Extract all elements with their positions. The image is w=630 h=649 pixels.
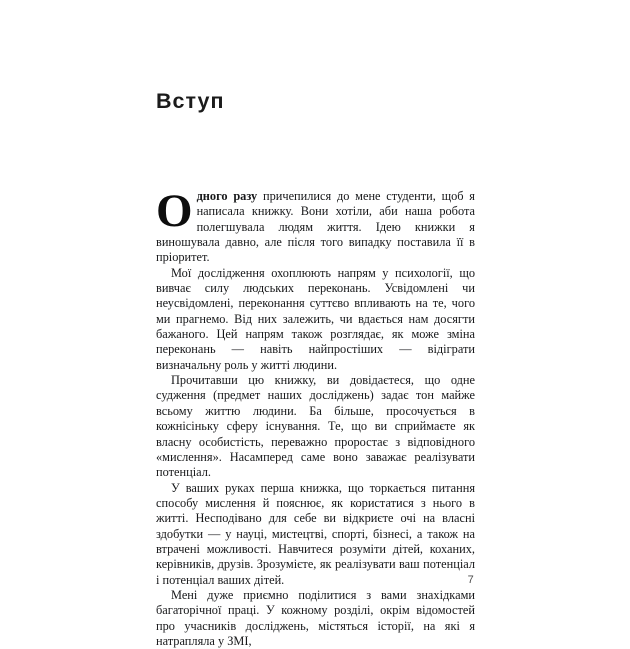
paragraph-5: Мені дуже приємно поділитися з вами знахідками багаторічної праці. У кожному розділі, окрім відомостей про учасників досліджень, містяться історії, на які я натрапляла у ЗМІ, (156, 587, 475, 648)
paragraph-1 (156, 185, 475, 266)
paragraph-1-text: причепилися до мене студенти, щоб я написала книжку. Вони хотіли, аби наша робота полегшувала людям життя. Ідею книжки я виношувала давно, але після того випадку поставила її в пріоритет. (156, 189, 475, 265)
lead-bold-run: дного разу (196, 189, 258, 203)
page-title: Вступ (156, 89, 225, 114)
page-number: 7 (467, 574, 474, 586)
paragraph-4: У ваших руках перша книжка, що торкається питання способу мислення й пояснює, як користатися з нього в житті. Несподівано для себе ви відкриєте очі на власні здобутки — у науці, мистецтві, спорті, бізнесі, а також на втрачені можливості. Навчитеся розуміти дітей, коханих, керівників, друзів. Зрозумієте, як реалізувати ваш потенціал і потенціал ваших дітей. (156, 480, 475, 587)
paragraph-3: Прочитавши цю книжку, ви довідаєтеся, що одне судження (предмет наших досліджень) задає тон майже всьому життю людини. Ба більше, просочується в кожнісіньку сферу існування. Те, що ви сприймаєте як власну особистість, переважно проростає з відповідного «мислення». Насамперед саме воно заважає реалізувати потенціал. (156, 373, 475, 480)
drop-cap: О (156, 185, 193, 237)
paragraph-2: Мої дослідження охоплюють напрям у психології, що вивчає силу людських переконань. Усвідомлені чи неусвідомлені, переконання суттєво впливають на те, чого ми прагнемо. Від них залежить, чи вдається нам досягти бажаного. Цей напрям також розглядає, як може зміна переконань — навіть найпростіших — відіграти визначальну роль у житті людини. (156, 265, 475, 372)
